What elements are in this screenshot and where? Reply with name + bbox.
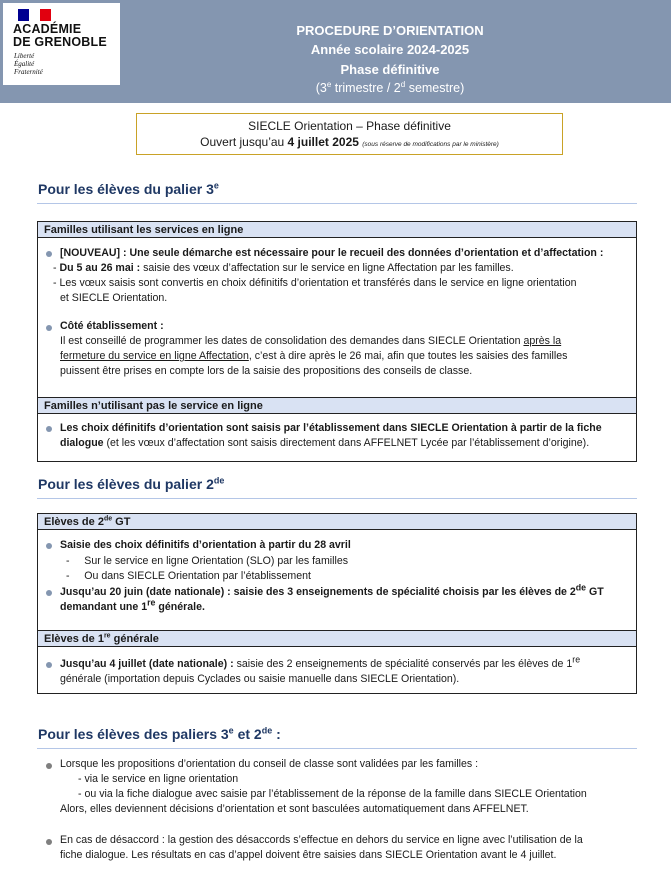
doc-year: Année scolaire 2024-2025 <box>310 42 470 57</box>
bullet-icon <box>46 839 52 845</box>
conseil-line1: Il est conseillé de programmer les dates de consolidation des demandes dans SIECLE Orientation après la <box>60 335 562 347</box>
bullet-icon <box>46 543 52 549</box>
desaccord-line1: En cas de désaccord : la gestion des désaccords s’effectue en dehors du service en ligne avec l’utilisation de la <box>60 834 583 846</box>
section-rule <box>37 498 637 499</box>
juin-line2: demandant une 1re générale. <box>60 597 205 613</box>
nouveau-text: [NOUVEAU] : Une seule démarche est nécessaire pour le recueil des données d’orientation et d’affectation : <box>60 247 604 259</box>
section-title-palier3: Pour les élèves du palier 3e <box>38 180 219 197</box>
date-line: - Du 5 au 26 mai : saisie des vœux d’affectation sur le service en ligne Affectation par les familles. <box>53 262 514 274</box>
conseil-line2: fermeture du service en ligne Affectation, c’est à dire après le 26 mai, afin que toutes les saisies des familles <box>60 350 568 362</box>
siecle-note: (sous réserve de modifications par le ministère) <box>362 141 499 148</box>
box-header: Familles utilisant les services en ligne <box>38 222 636 238</box>
voeux-line: - Les vœux saisis sont convertis en choix définitifs d’orientation et transférés dans le service en ligne orientation <box>53 277 577 289</box>
box-header: Elèves de 2de GT <box>38 514 636 530</box>
bullet-icon <box>46 251 52 257</box>
siecle-line2: Ouvert jusqu’au 4 juillet 2025 (sous réserve de modifications par le ministère) <box>200 135 499 149</box>
doc-period: (3e trimestre / 2$^d$ semestre) <box>315 79 465 95</box>
bullet-icon <box>46 426 52 432</box>
section-title-palier2: Pour les élèves du palier 2de <box>38 475 225 492</box>
section-title-paliers: Pour les élèves des paliers 3e et 2de : <box>38 725 281 742</box>
logo-name: ACADÉMIE DE GRENOBLE <box>13 22 107 49</box>
box-header: Familles n’utilisant pas le service en ligne <box>38 398 636 414</box>
doc-phase: Phase définitive <box>340 62 440 77</box>
propositions-line1: Lorsque les propositions d’orientation du conseil de classe sont validées par les familles : <box>60 758 479 770</box>
bullet-icon <box>46 763 52 769</box>
propositions-line3: - ou via la fiche dialogue avec saisie par l’établissement de la réponse de la famille dans SIECLE Orientation <box>78 788 587 800</box>
desaccord-line2: fiche dialogue. Les résultats en cas d’appel doivent être saisies dans SIECLE Orientation avant le 4 juillet. <box>60 849 557 861</box>
voeux-line-cont: et SIECLE Orientation. <box>60 292 168 304</box>
marianne-flag-icon <box>18 9 51 21</box>
section-rule <box>37 203 637 204</box>
juillet-line2: générale (importation depuis Cyclades ou saisie manuelle dans SIECLE Orientation). <box>60 673 460 685</box>
academie-logo <box>3 3 120 85</box>
section-rule <box>37 748 637 749</box>
siecle-line: - Ou dans SIECLE Orientation par l’établissement <box>66 570 311 582</box>
bullet-icon <box>46 590 52 596</box>
box-header: Elèves de 1re générale <box>38 631 636 647</box>
slo-line: - Sur le service en ligne Orientation (SLO) par les familles <box>66 555 349 567</box>
bullet-icon <box>46 662 52 668</box>
logo-motto: Liberté Égalité Fraternité <box>14 52 43 76</box>
choix-line2: dialogue (et les vœux d’affectation sont saisis directement dans AFFELNET Lycée par l’établissement d’origine). <box>60 437 590 449</box>
conseil-line3: puissent être prises en compte lors de la saisie des propositions des conseils de classe. <box>60 365 473 377</box>
siecle-info-box <box>136 113 563 155</box>
siecle-line1: SIECLE Orientation – Phase définitive <box>248 119 451 133</box>
propositions-line4: Alors, elles deviennent décisions d’orientation et sont basculées automatiquement dans AFFELNET. <box>60 803 529 815</box>
juin-line1: Jusqu’au 20 juin (date nationale) : saisie des 3 enseignements de spécialité choisis par les élèves de 2de GT <box>60 582 604 598</box>
header-banner <box>0 0 671 103</box>
bullet-icon <box>46 325 52 331</box>
saisie-choix: Saisie des choix définitifs d’orientation à partir du 28 avril <box>60 539 351 551</box>
cote-etablissement: Côté établissement : <box>60 320 164 332</box>
doc-title: PROCEDURE D’ORIENTATION <box>296 23 484 38</box>
choix-line1: Les choix définitifs d’orientation sont saisis par l’établissement dans SIECLE Orientation à partir de la fiche <box>60 422 602 434</box>
propositions-line2: - via le service en ligne orientation <box>78 773 239 785</box>
juillet-line1: Jusqu’au 4 juillet (date nationale) : saisie des 2 enseignements de spécialité conservés par les élèves de 1re <box>60 654 581 670</box>
